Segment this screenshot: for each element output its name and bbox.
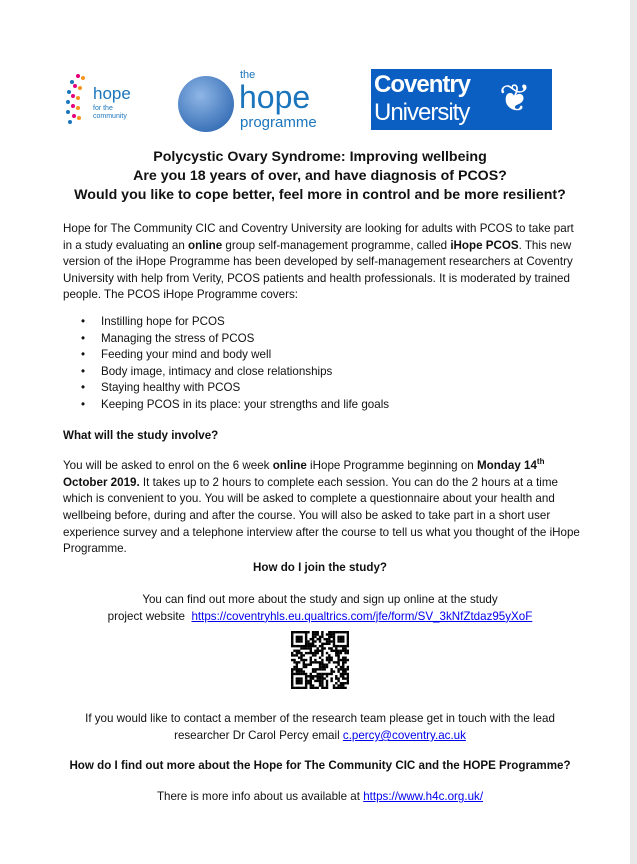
text: You will be asked to enrol on the 6 week xyxy=(63,459,273,473)
intro-paragraph xyxy=(63,221,583,304)
text: online xyxy=(188,238,223,252)
section-heading: What will the study involve? xyxy=(63,428,219,442)
text: project website xyxy=(107,609,192,623)
logo-text: hope xyxy=(93,84,131,103)
list-item: • Feeding your mind and body well xyxy=(63,347,583,364)
list-item: • Staying healthy with PCOS xyxy=(63,380,583,397)
text: group self-management programme, called xyxy=(222,238,451,252)
logo-text: University xyxy=(374,99,470,126)
contact-paragraph xyxy=(40,711,600,744)
text: Monday 14 xyxy=(476,459,537,473)
logo-subtext: programme xyxy=(240,114,317,131)
text: iHope Programme beginning on xyxy=(306,459,477,473)
qr-code-image xyxy=(291,631,349,689)
list-item: • Keeping PCOS in its place: your strengths and life goals xyxy=(63,397,583,414)
text: If you would like to contact a member of the research team please get in touch with the lead xyxy=(85,712,555,726)
list-item: • Instilling hope for PCOS xyxy=(63,314,583,331)
bullet-list xyxy=(63,314,583,414)
section-heading: How do I find out more about the Hope for The Community CIC and the HOPE Programme? xyxy=(69,758,571,772)
subtitle: Are you 18 years of over, and have diagnosis of PCOS? xyxy=(133,168,507,184)
h4c-website-link[interactable]: https://www.h4c.org.uk/ xyxy=(363,790,484,804)
text: researcher Dr Carol Percy email xyxy=(174,729,343,743)
qr-code[interactable] xyxy=(291,631,349,689)
logo-text: the xyxy=(240,69,256,81)
text: . This new version of the iHope Programme has been developed by self-management researchers at Coventry University with help from Verity, PCOS patients and health professionals. It is moderated by trained people. The PCOS iHope Programme covers: xyxy=(63,238,573,302)
text: It takes up to 2 hours to complete each session. You can do the 2 hours at a time which is convenient to you. You will be asked to complete a questionnaire about your health and wellbeing before, during and after the course. You will also be asked to take part in a short user experience survey and a telephone interview after the course to tell us what you thought of the iHope Programme. xyxy=(63,475,580,556)
phoenix-icon: ❦ xyxy=(499,78,531,120)
more-info-paragraph xyxy=(40,789,600,806)
logo-subtext: for the community xyxy=(93,105,127,120)
list-item: • Body image, intimacy and close relationships xyxy=(63,364,583,381)
text: th xyxy=(536,457,545,467)
study-website-link[interactable]: https://coventryhls.eu.qualtrics.com/jfe/form/SV_3kNfZtdaz95yXoF xyxy=(191,609,533,623)
text: You can find out more about the study and sign up online at the study xyxy=(142,593,498,607)
text: There is more info about us available at xyxy=(156,790,364,804)
subtitle: Would you like to cope better, feel more in control and be more resilient? xyxy=(74,187,566,203)
title-block xyxy=(40,148,600,205)
text: iHope PCOS xyxy=(450,238,519,252)
logo-text: Coventry xyxy=(374,71,471,98)
section-heading: How do I join the study? xyxy=(253,560,387,574)
page-edge xyxy=(630,0,637,864)
email-link[interactable]: c.percy@coventry.ac.uk xyxy=(342,729,466,743)
involve-paragraph xyxy=(63,458,583,558)
logo-text: hope xyxy=(239,79,311,115)
join-paragraph xyxy=(40,592,600,625)
list-item: • Managing the stress of PCOS xyxy=(63,331,583,348)
text: October 2019. xyxy=(63,475,140,489)
text: Hope for The Community CIC and Coventry University are looking for adults with PCOS to take part in a study evaluating an xyxy=(63,222,574,252)
text: online xyxy=(272,459,307,473)
page-title: Polycystic Ovary Syndrome: Improving wellbeing xyxy=(153,149,487,165)
